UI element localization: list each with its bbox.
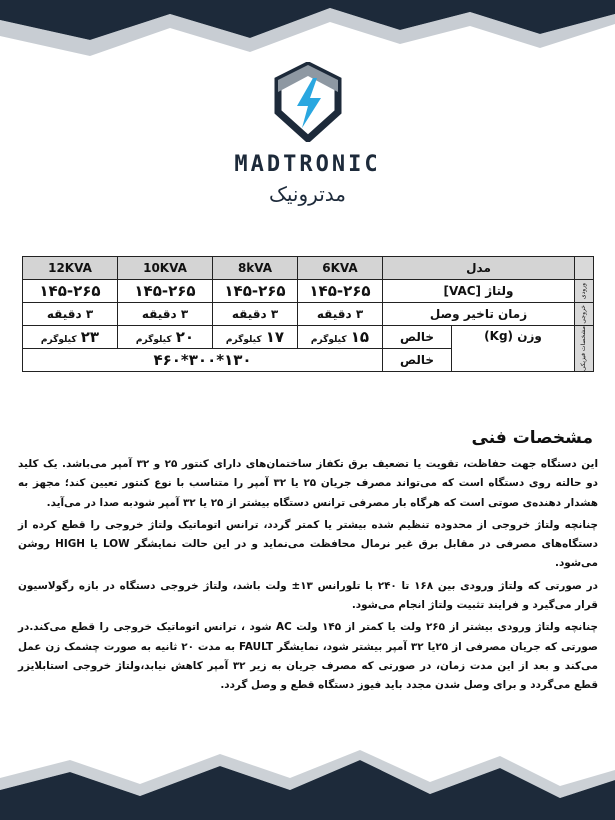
group-input: ورودی bbox=[575, 280, 594, 303]
top-decoration bbox=[0, 0, 615, 60]
bottom-decoration bbox=[0, 750, 615, 820]
delay-cell: ۳ دقیقه bbox=[213, 303, 298, 326]
voltage-cell: ۱۴۵-۲۶۵ bbox=[298, 280, 383, 303]
table-row bbox=[23, 280, 594, 303]
brand-logo bbox=[0, 62, 615, 222]
dimensions-sub-label: خالص bbox=[383, 349, 452, 372]
paragraph: چنانچه ولتاژ خروجی از محدوده تنظیم شده بیشتر یا کمتر گردد، ترانس اتوماتیک ولتاژ خروجی را قطع کرده از دستگاه‌های مصرفی در مقابل برق غیر نرمال محافظت می‌نماید و در این حالت نمایشگر LOW یا HIGH روشن می‌شود. bbox=[18, 518, 598, 570]
spec-table bbox=[22, 256, 594, 372]
weight-cell: ۲۰ کیلوگرم bbox=[118, 326, 213, 349]
model-header: مدل bbox=[383, 257, 575, 280]
weight-sub-label: خالص bbox=[383, 326, 452, 349]
table-header-row bbox=[23, 257, 594, 280]
weight-label: وزن (Kg) bbox=[452, 326, 575, 372]
model-col-6: 6KVA bbox=[298, 257, 383, 280]
section-title: مشخصات فنی bbox=[471, 428, 593, 448]
weight-cell: ۲۳ کیلوگرم bbox=[23, 326, 118, 349]
paragraph: در صورتی که ولتاژ ورودی بین ۱۶۸ تا ۲۴۰ با تلورانس ۱۳± ولت باشد، ولتاژ خروجی دستگاه در بازه رگولاسیون قرار می‌گیرد و فرایند تثبیت ولتاژ انجام می‌شود. bbox=[18, 579, 598, 612]
voltage-label: ولتاژ [VAC] bbox=[383, 280, 575, 303]
section-body bbox=[18, 455, 598, 699]
dimensions-cell: ۴۶۰*۳۰۰*۱۳۰ bbox=[23, 349, 383, 372]
delay-cell: ۳ دقیقه bbox=[23, 303, 118, 326]
paragraph: چنانچه ولتاژ ورودی بیشتر از ۲۶۵ ولت یا کمتر از ۱۴۵ ولت AC شود ، ترانس اتوماتیک خروجی را قطع می‌کند.در صورتی که جریان مصرفی از ۲۵یا ۳۲ آمپر بیشتر شود، نمایشگر FAULT به مدت ۲۰ ثانیه به صورت چشمک زن عمل می‌کند و بعد از این مدت زمان، در صورتی که مصرف جریان به زیر ۳۲ آمپر کاهش نیابد،ولتاژ خروجی استابلایزر قطع می‌گردد و برای وصل شدن مجدد باید فیوز دستگاه قطع و وصل گردد. bbox=[18, 621, 598, 692]
brand-name-en: MADTRONIC bbox=[234, 152, 381, 177]
group-spacer bbox=[575, 257, 594, 280]
model-col-8: 8kVA bbox=[213, 257, 298, 280]
group-physical: مشخصات فیزیکی bbox=[575, 326, 594, 372]
brand-name-fa: مدترونیک bbox=[269, 182, 346, 206]
weight-cell: ۱۵ کیلوگرم bbox=[298, 326, 383, 349]
delay-label: زمان تاخیر وصل bbox=[383, 303, 575, 326]
model-col-12: 12KVA bbox=[23, 257, 118, 280]
group-output: خروجی bbox=[575, 303, 594, 326]
paragraph: این دستگاه جهت حفاظت، تقویت یا تضعیف برق تکفاز ساختمان‌های دارای کنتور ۲۵ و ۳۲ آمپر می‌باشد. یک کلید دو حالته روی دستگاه است که می‌تواند مصرف جریان ۲۵ یا ۳۲ آمپر را متناسب با نوع کنتور تعیین کند؛ مجهز به هشدار دهنده‌ی صوتی است که هرگاه بار مصرفی ترانس دستگاه بیشتر از ۲۵ یا ۳۲ آمپر شودبه صدا در می‌آید. bbox=[18, 458, 599, 509]
table-row bbox=[23, 326, 594, 349]
table-row bbox=[23, 303, 594, 326]
voltage-cell: ۱۴۵-۲۶۵ bbox=[118, 280, 213, 303]
delay-cell: ۳ دقیقه bbox=[118, 303, 213, 326]
voltage-cell: ۱۴۵-۲۶۵ bbox=[23, 280, 118, 303]
weight-cell: ۱۷ کیلوگرم bbox=[213, 326, 298, 349]
voltage-cell: ۱۴۵-۲۶۵ bbox=[213, 280, 298, 303]
lightning-shield-icon bbox=[273, 62, 343, 142]
delay-cell: ۳ دقیقه bbox=[298, 303, 383, 326]
model-col-10: 10KVA bbox=[118, 257, 213, 280]
